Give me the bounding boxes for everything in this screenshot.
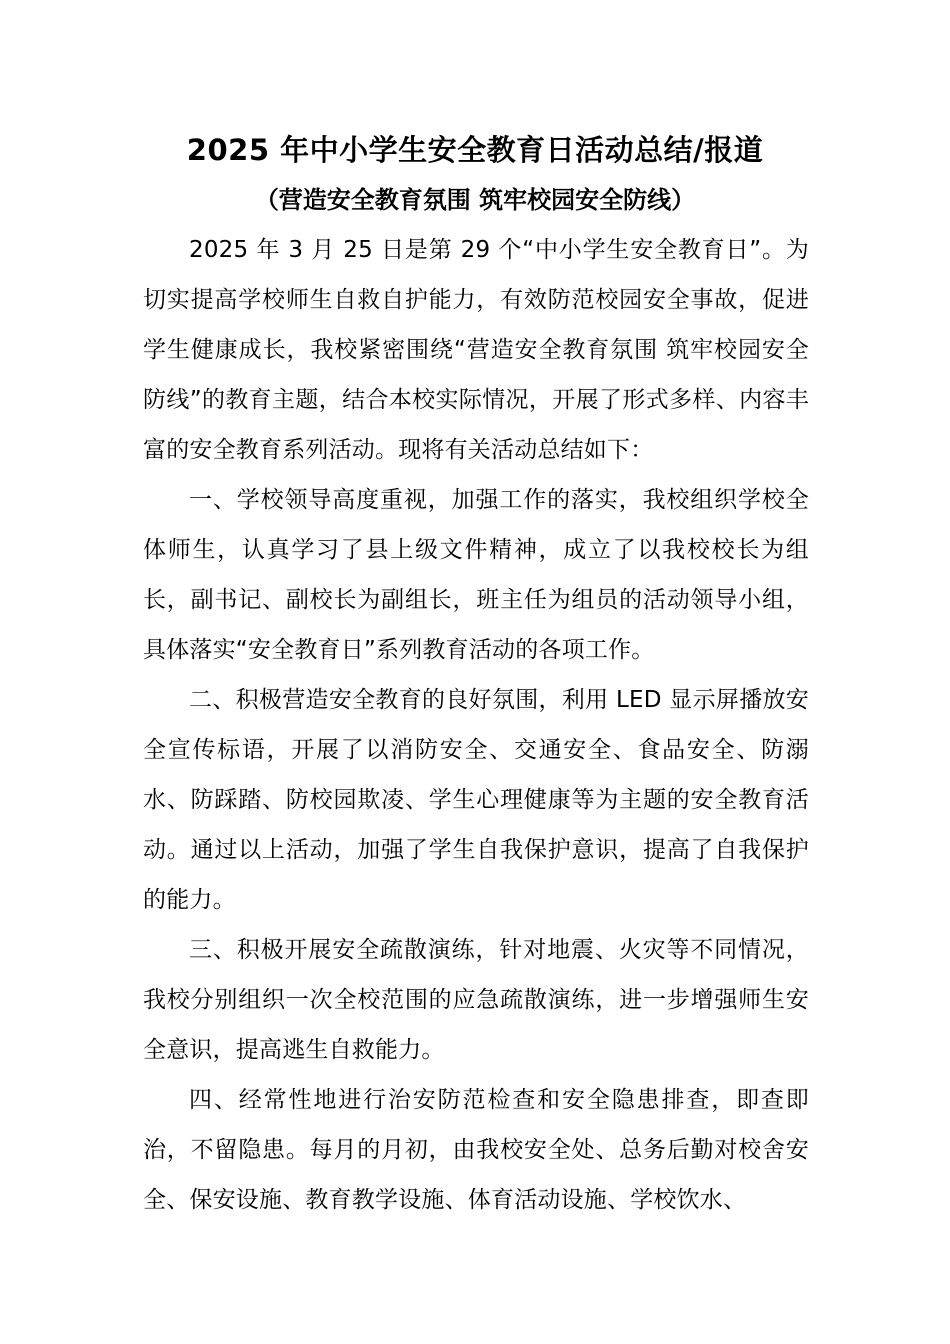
paragraph-section-3: 三、积极开展安全疏散演练，针对地震、火灾等不同情况，我校分别组织一次全校范围的应急疏散演练，进一步增强师生安全意识，提高逃生自救能力。 [143,937,809,1063]
document-subtitle: （营造安全教育氛围 筑牢校园安全防线） [254,186,696,214]
paragraph-intro: 2025 年 3 月 25 日是第 29 个“中小学生安全教育日”。为切实提高学校师生自救自护能力，有效防范校园安全事故，促进学生健康成长，我校紧密围绕“营造安全教育氛围 筑牢校园安全防线”的教育主题，结合本校实际情况，开展了形式多样、内容丰富的安全教育系列活动。现将有关活动总结如下： [143,237,809,463]
document-body [143,225,809,1225]
paragraph-section-4: 四、经常性地进行治安防范检查和安全隐患排查，即查即治，不留隐患。每月的月初，由我校安全处、总务后勤对校舍安全、保安设施、教育教学设施、体育活动设施、学校饮水、 [143,1087,809,1213]
paragraph-section-2: 二、积极营造安全教育的良好氛围，利用 LED 显示屏播放安全宣传标语，开展了以消防安全、交通安全、食品安全、防溺水、防踩踏、防校园欺凌、学生心理健康等为主题的安全教育活动。通过以上活动，加强了学生自我保护意识，提高了自我保护的能力。 [143,687,809,913]
document-title: 2025 年中小学生安全教育日活动总结/报道 [186,133,764,167]
paragraph-section-1: 一、学校领导高度重视，加强工作的落实，我校组织学校全体师生，认真学习了县上级文件精神，成立了以我校校长为组长，副书记、副校长为副组长，班主任为组员的活动领导小组，具体落实“安全教育日”系列教育活动的各项工作。 [143,487,809,663]
